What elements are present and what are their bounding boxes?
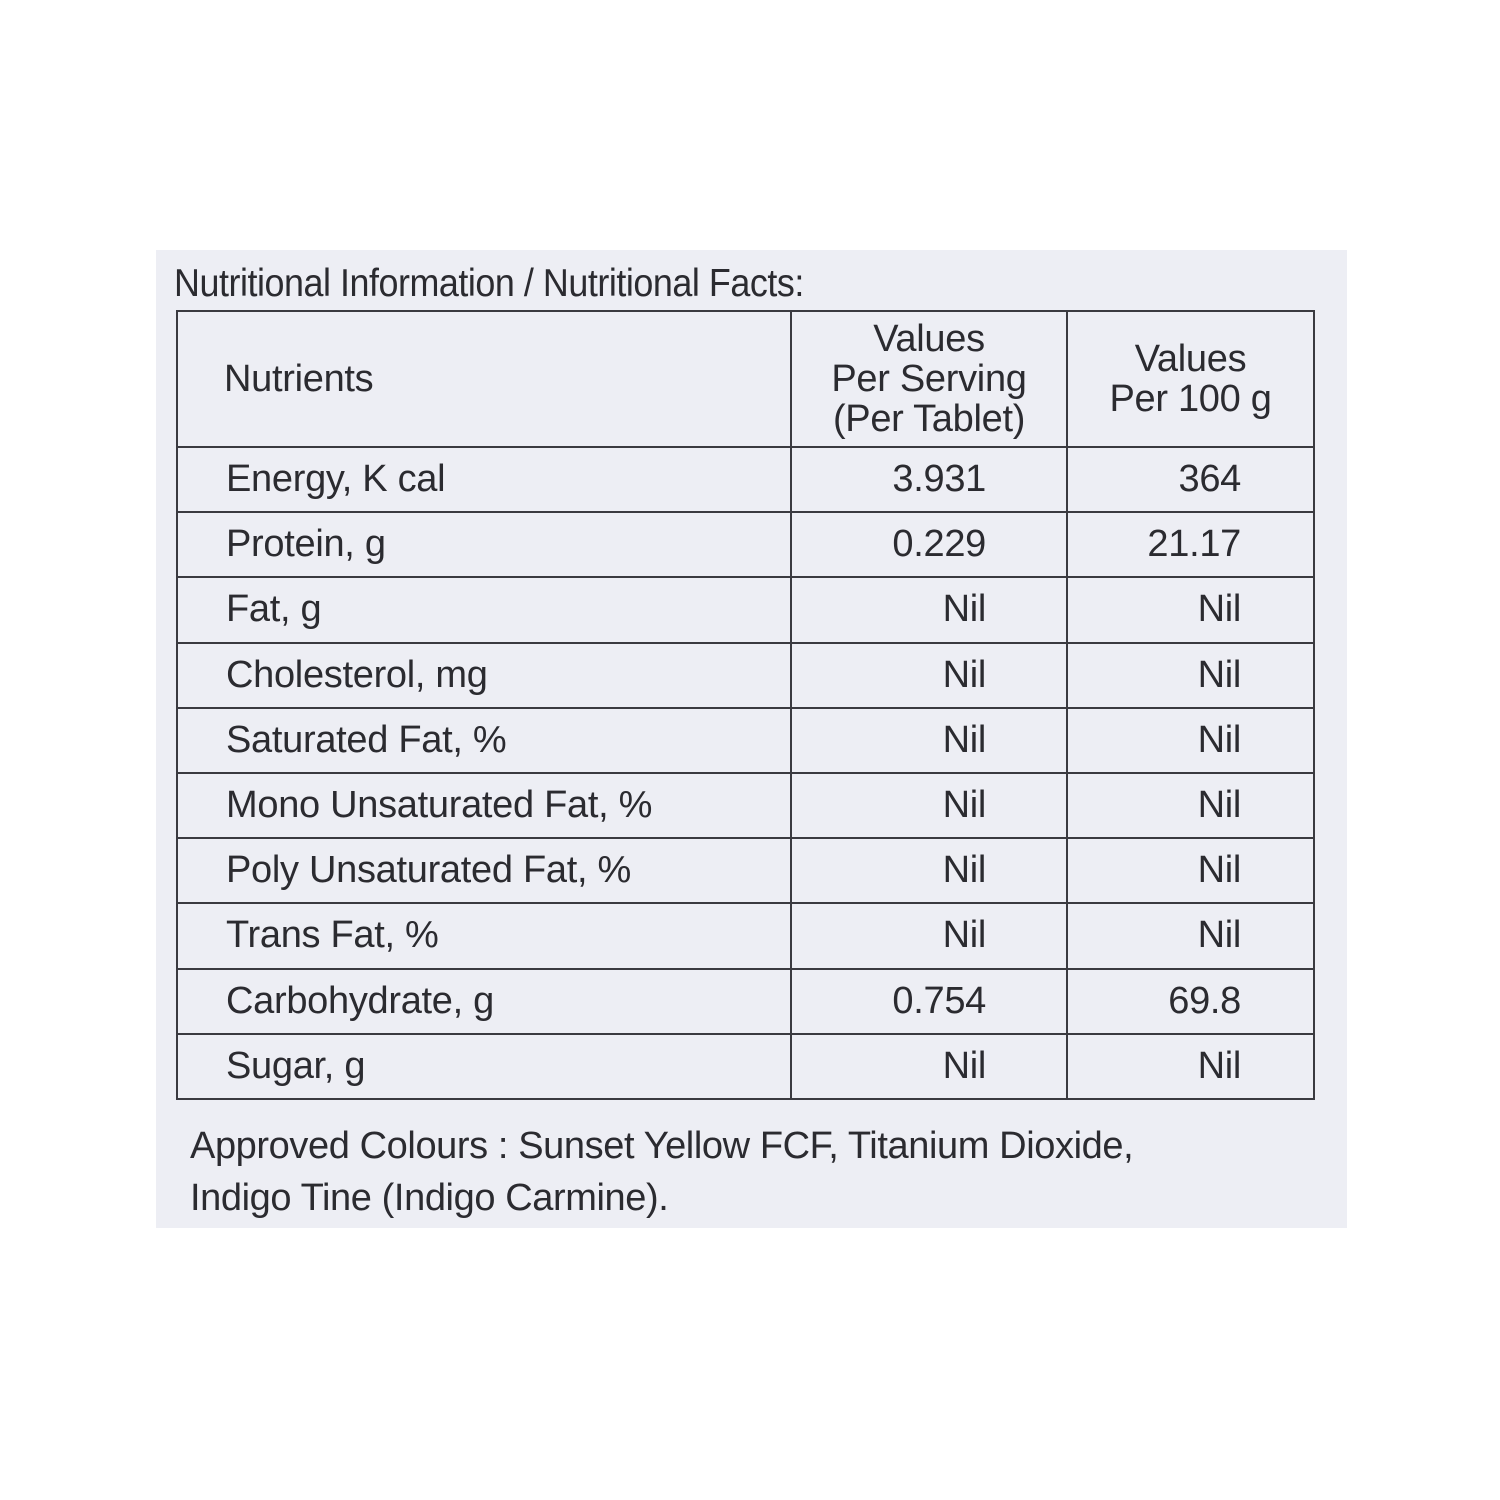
table-row [177, 577, 1314, 642]
header-per-serving-line: Per Serving [831, 358, 1027, 400]
value-per-serving: Nil [791, 838, 1067, 903]
label-title: Nutritional Information / Nutritional Facts: [174, 262, 804, 305]
value-per-serving: Nil [791, 643, 1067, 708]
value-per-100g: 21.17 [1067, 512, 1314, 577]
nutrient-name: Fat, g [177, 577, 791, 642]
nutrient-name: Energy, K cal [177, 447, 791, 512]
table-row [177, 903, 1314, 968]
table-header-row [177, 311, 1314, 447]
nutrient-name: Trans Fat, % [177, 903, 791, 968]
nutrient-name: Poly Unsaturated Fat, % [177, 838, 791, 903]
table-row [177, 447, 1314, 512]
table-row [177, 969, 1314, 1034]
value-per-100g: 364 [1067, 447, 1314, 512]
table-row [177, 512, 1314, 577]
table-row [177, 708, 1314, 773]
table-row [177, 1034, 1314, 1099]
header-per-100g-line: Per 100 g [1109, 378, 1272, 420]
value-per-serving: Nil [791, 1034, 1067, 1099]
value-per-100g: Nil [1067, 643, 1314, 708]
header-per-100g [1067, 311, 1314, 447]
header-per-100g-line: Values [1134, 338, 1247, 380]
nutrition-table [176, 310, 1315, 1100]
value-per-serving: 3.931 [791, 447, 1067, 512]
approved-colours-line: Indigo Tine (Indigo Carmine). [190, 1177, 669, 1219]
approved-colours-note [190, 1120, 1290, 1224]
value-per-serving: 0.229 [791, 512, 1067, 577]
table-row [177, 643, 1314, 708]
header-per-serving [791, 311, 1067, 447]
value-per-100g: 69.8 [1067, 969, 1314, 1034]
nutrient-name: Saturated Fat, % [177, 708, 791, 773]
nutrient-name: Cholesterol, mg [177, 643, 791, 708]
header-nutrients: Nutrients [177, 311, 791, 447]
table-row [177, 838, 1314, 903]
value-per-100g: Nil [1067, 903, 1314, 968]
nutrient-name: Sugar, g [177, 1034, 791, 1099]
value-per-100g: Nil [1067, 577, 1314, 642]
value-per-100g: Nil [1067, 1034, 1314, 1099]
value-per-100g: Nil [1067, 708, 1314, 773]
header-per-serving-line: (Per Tablet) [832, 398, 1026, 440]
value-per-serving: 0.754 [791, 969, 1067, 1034]
value-per-100g: Nil [1067, 773, 1314, 838]
value-per-serving: Nil [791, 577, 1067, 642]
nutrient-name: Carbohydrate, g [177, 969, 791, 1034]
table-row [177, 773, 1314, 838]
value-per-serving: Nil [791, 708, 1067, 773]
nutrient-name: Mono Unsaturated Fat, % [177, 773, 791, 838]
header-per-serving-line: Values [873, 318, 985, 360]
value-per-100g: Nil [1067, 838, 1314, 903]
approved-colours-line: Approved Colours : Sunset Yellow FCF, Titanium Dioxide, [190, 1125, 1134, 1167]
nutrient-name: Protein, g [177, 512, 791, 577]
value-per-serving: Nil [791, 903, 1067, 968]
nutrition-label-panel [156, 250, 1347, 1228]
value-per-serving: Nil [791, 773, 1067, 838]
